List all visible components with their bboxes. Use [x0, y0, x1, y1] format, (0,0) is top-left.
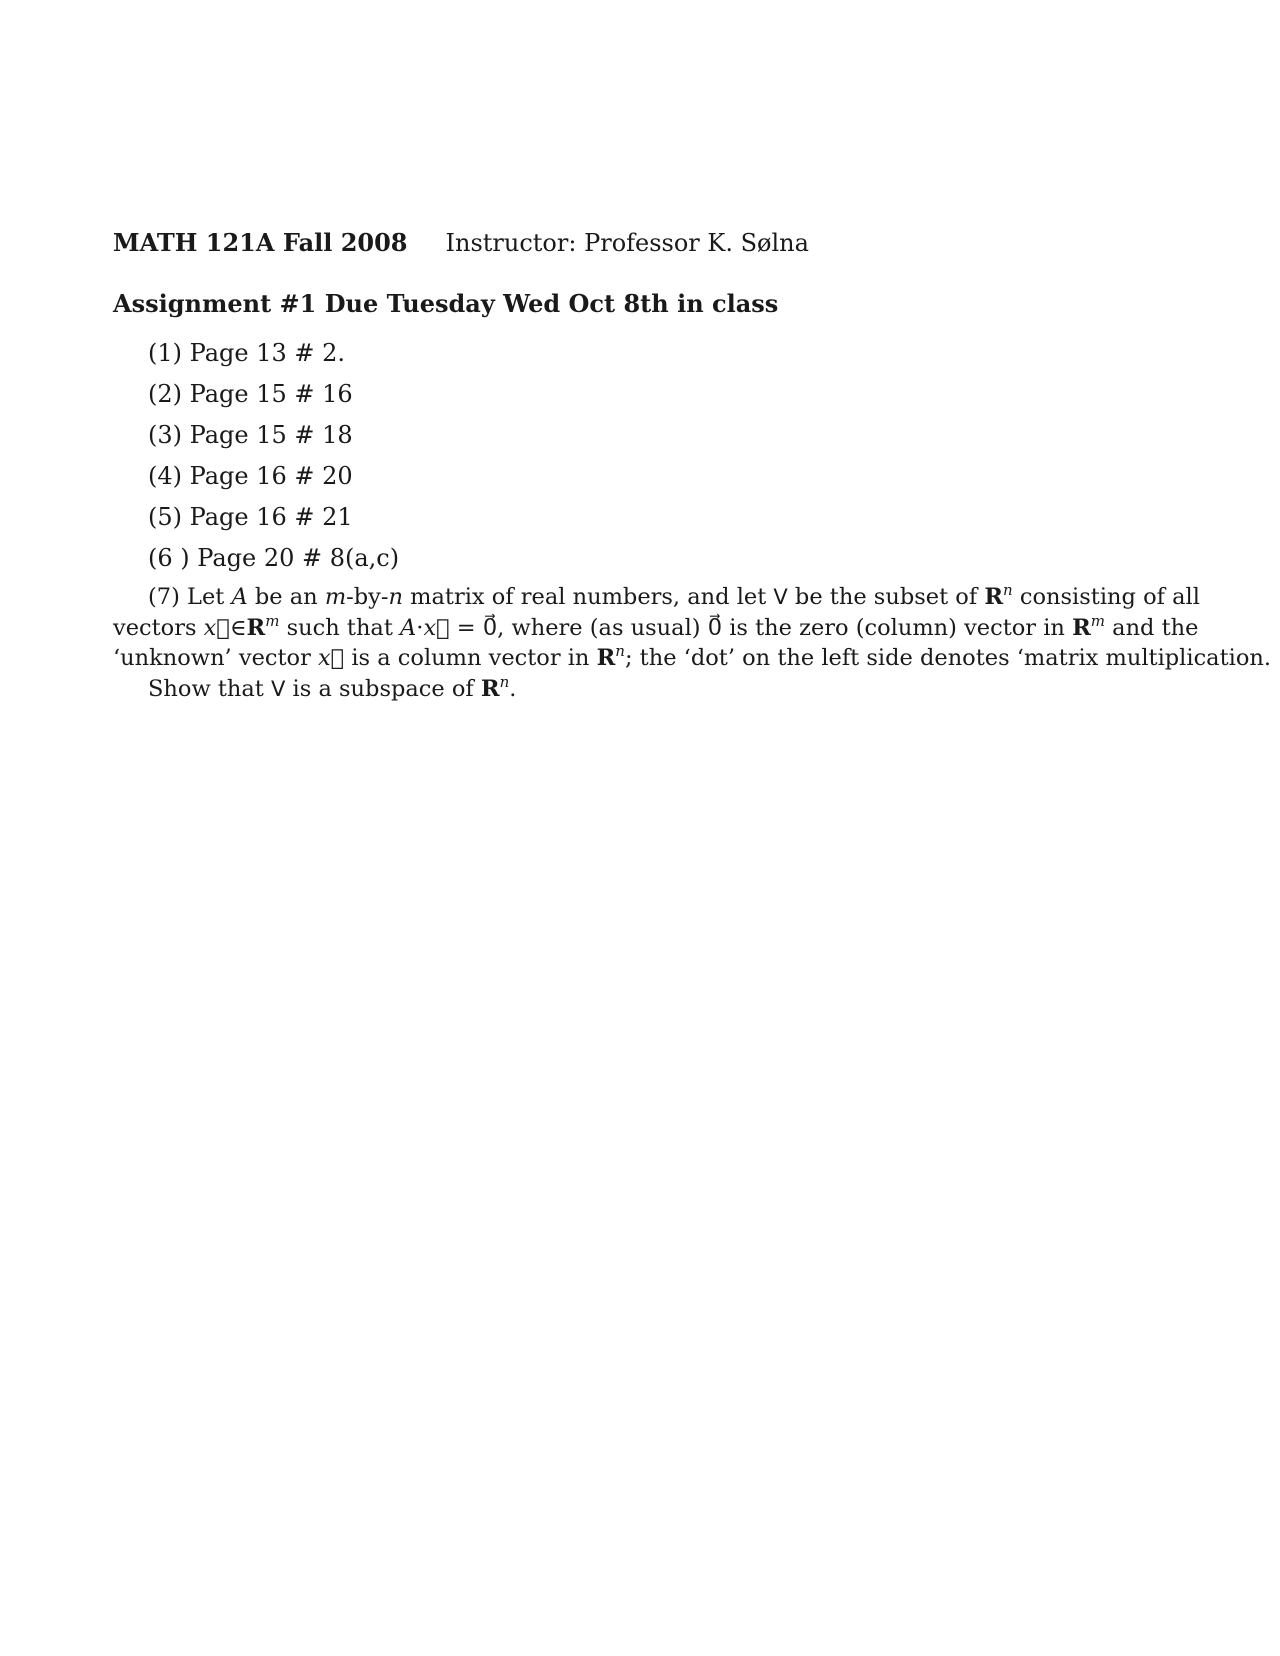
- course-title: MATH 121A Fall 2008: [113, 228, 408, 257]
- list-item: (1) Page 13 # 2.: [148, 339, 346, 367]
- problem-7-line-4: Show that V is a subspace of $R^n$.: [148, 672, 517, 702]
- list-item: (5) Page 16 # 21: [148, 503, 353, 531]
- list-item: (6 ) Page 20 # 8(a,c): [148, 544, 400, 572]
- problem-7-line-2: vectors $x⃗\in R^m$ such that A·x⃗ = 0⃗, where (as usual) 0⃗ is the zero (column) vector in $R^m$ and the: [113, 611, 1199, 641]
- list-item: (2) Page 15 # 16: [148, 380, 353, 408]
- list-item: (4) Page 16 # 20: [148, 462, 353, 490]
- problem-7-line-3: ‘unknown’ vector x⃗ is a column vector in $R^n$; the ‘dot’ on the left side denotes ‘matrix multiplication.: [113, 642, 1272, 671]
- document-header: [113, 228, 809, 257]
- list-item: (3) Page 15 # 18: [148, 421, 353, 449]
- problem-7-paragraph: [113, 581, 1272, 704]
- problem-7-line-1: (7) Let A be an m-by-n matrix of real numbers, and let V be the subset of $R^n$ consisting of all: [148, 581, 1200, 610]
- instructor-name: Instructor: Professor K. Sølna: [445, 229, 809, 257]
- problem-list: [148, 339, 399, 585]
- assignment-title: Assignment #1 Due Tuesday Wed Oct 8th in class: [113, 289, 779, 318]
